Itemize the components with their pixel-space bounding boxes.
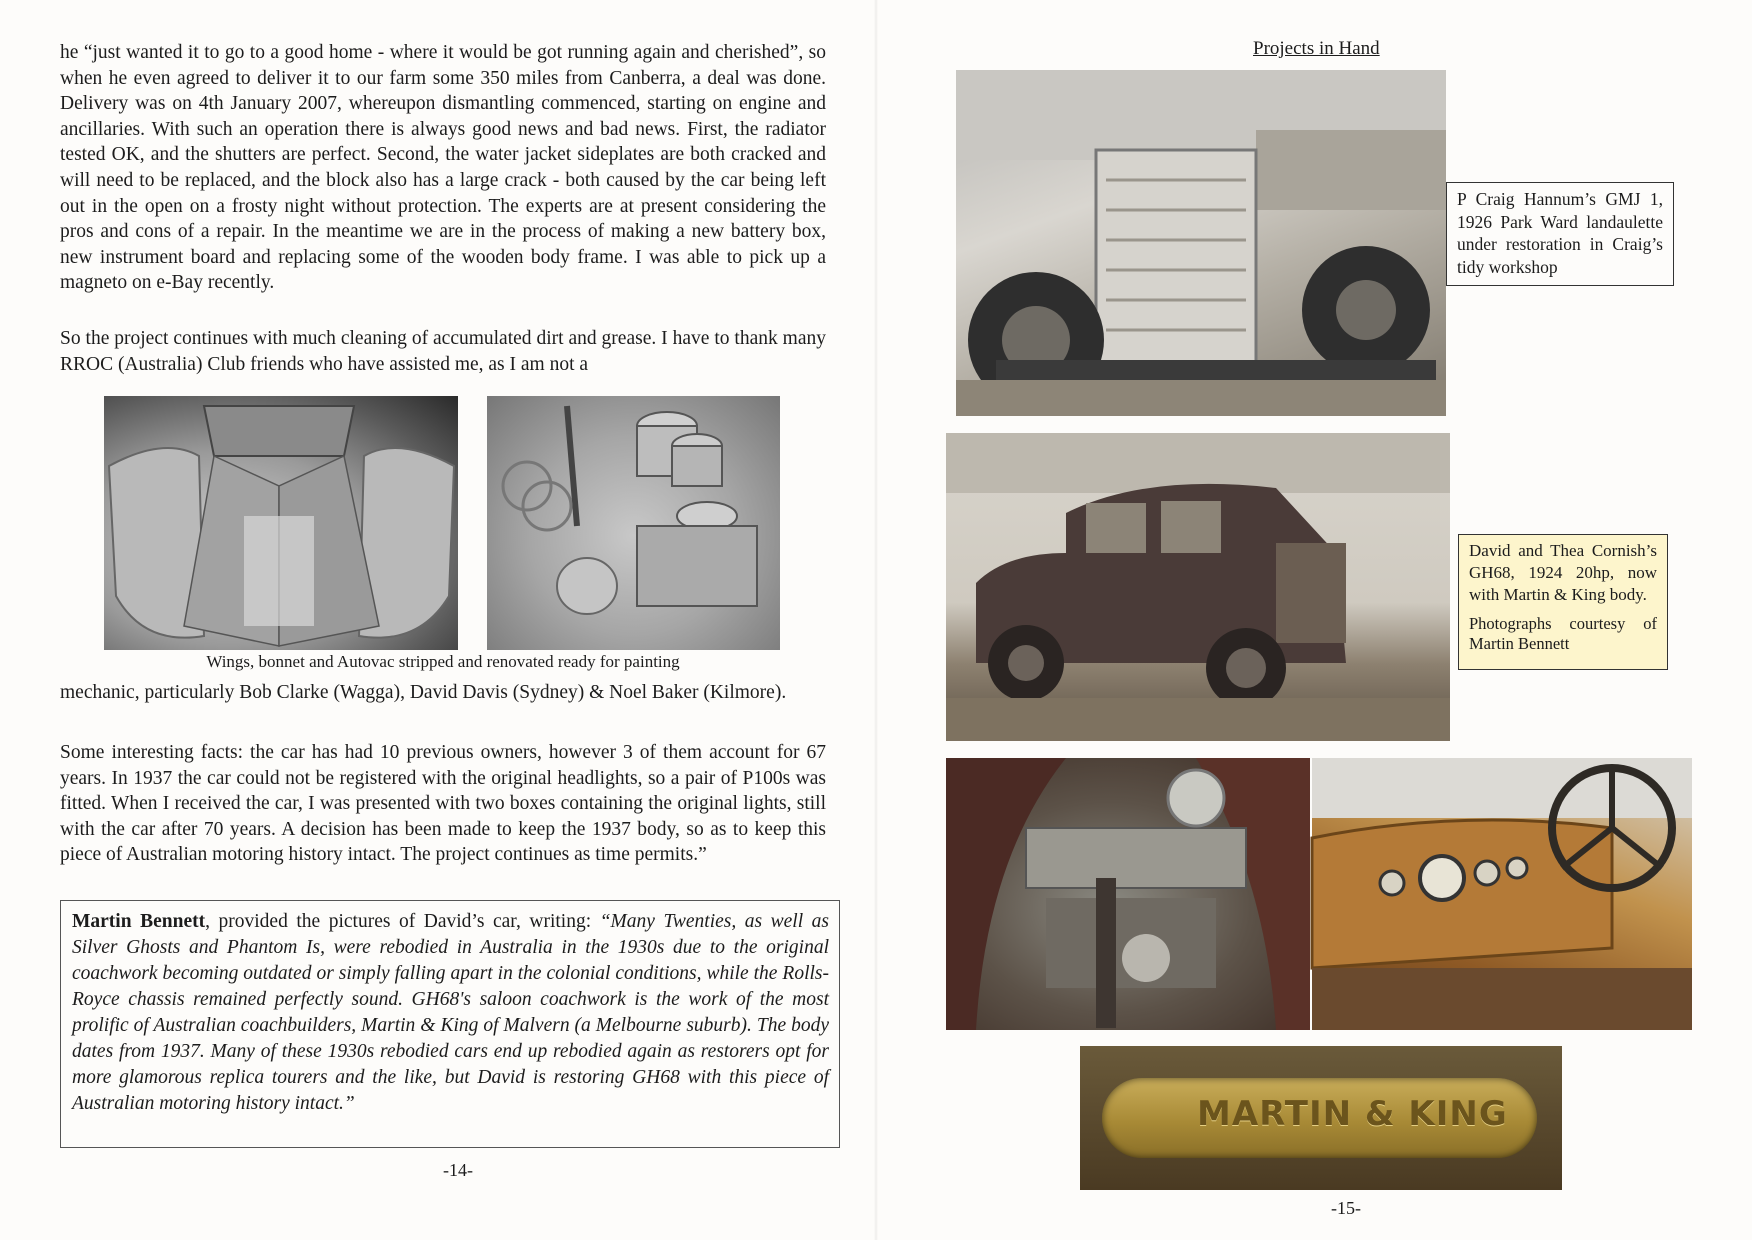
right-page — [876, 0, 1752, 1240]
plaque-text: MARTIN & KING — [1197, 1094, 1508, 1134]
body-paragraph-2: So the project continues with much cleaning of accumulated dirt and grease. I have to thank many RROC (Australia) Club friends who have assisted me, as I am not a — [60, 328, 826, 375]
gh68-saloon-photo — [946, 433, 1450, 741]
quote-text: “Many Twenties, as well as Silver Ghosts and Phantom Is, were rebodied in Australia in the 1930s due to the original coachwork becoming outdated or simply falling apart in the colonial conditions, while the Rolls-Royce chassis remained perfectly sound. GH68's saloon coachwork is the work of the most prolific of Australian coachbuilders, Martin & King of Malvern (a Melbourne suburb). The body dates from 1937. Many of these 1930s rebodied cars end up rebodied again as restorers opt for more glamorous replica tourers and the like, but David is restoring GH68 with this piece of Australian motoring history intact.” — [72, 911, 830, 1114]
page-number-left: -14- — [443, 1160, 473, 1180]
caption-gh68 — [1458, 534, 1668, 670]
body-paragraph-4: Some interesting facts: the car has had 10 previous owners, however 3 of them account for 67 years. In 1937 the car could not be registered with the original headlights, so a pair of P100s was fitted. When I received the car, I was presented with two boxes containing the original lights, still with the car after 70 years. A decision has been made to keep the 1937 body, so as to keep this piece of Australian motoring history intact. The project continues as time permits.” — [60, 742, 826, 866]
caption-gh68-text: David and Thea Cornish’s GH68, 1924 20hp, now with Martin & King body. — [1469, 541, 1657, 604]
section-title: Projects in Hand — [1253, 38, 1380, 59]
autovac-parts-photo — [487, 396, 780, 650]
quote-intro: , provided the pictures of David’s car, writing: — [205, 911, 600, 932]
workshop-chassis-photo — [956, 70, 1446, 416]
page-number-right: -15- — [1331, 1198, 1361, 1218]
photo-caption: Wings, bonnet and Autovac stripped and renovated ready for painting — [206, 652, 680, 671]
quote-box — [60, 900, 840, 1148]
wings-bonnet-photo — [104, 396, 458, 650]
body-paragraph-1: he “just wanted it to go to a good home - where it would be got running again and cherished”, so when he even agreed to deliver it to our farm some 350 miles from Canberra, a deal was done. Delivery was on 4th January 2007, whereupon dismantling commenced, starting on engine and ancillaries. With such an operation there is always good news and bad news. First, the radiator tested OK, and the shutters are perfect. Second, the water jacket sideplates are both cracked and will need to be replaced, and the block also has a large crack - both caused by the car being left out in the open on a frosty night without protection. The experts are at present considering the pros and cons of a repair. In the meantime we are in the process of making a new battery box, new instrument board and replacing some of the wooden body frame. I was able to pick up a magneto on e-Bay recently. — [60, 42, 826, 294]
caption-gh68-credit: Photographs courtesy of Martin Bennett — [1469, 614, 1657, 653]
caption-gmj1: P Craig Hannum’s GMJ 1, 1926 Park Ward landaulette under restoration in Craig’s tidy workshop — [1446, 182, 1674, 286]
engine-bay-photo — [946, 758, 1310, 1030]
brass-plaque — [1102, 1078, 1537, 1158]
quote-author: Martin Bennett — [72, 911, 206, 932]
martin-king-plaque-photo — [1080, 1046, 1562, 1190]
body-paragraph-3: mechanic, particularly Bob Clarke (Wagga), David Davis (Sydney) & Noel Baker (Kilmore). — [60, 682, 787, 703]
dashboard-photo — [1312, 758, 1692, 1030]
